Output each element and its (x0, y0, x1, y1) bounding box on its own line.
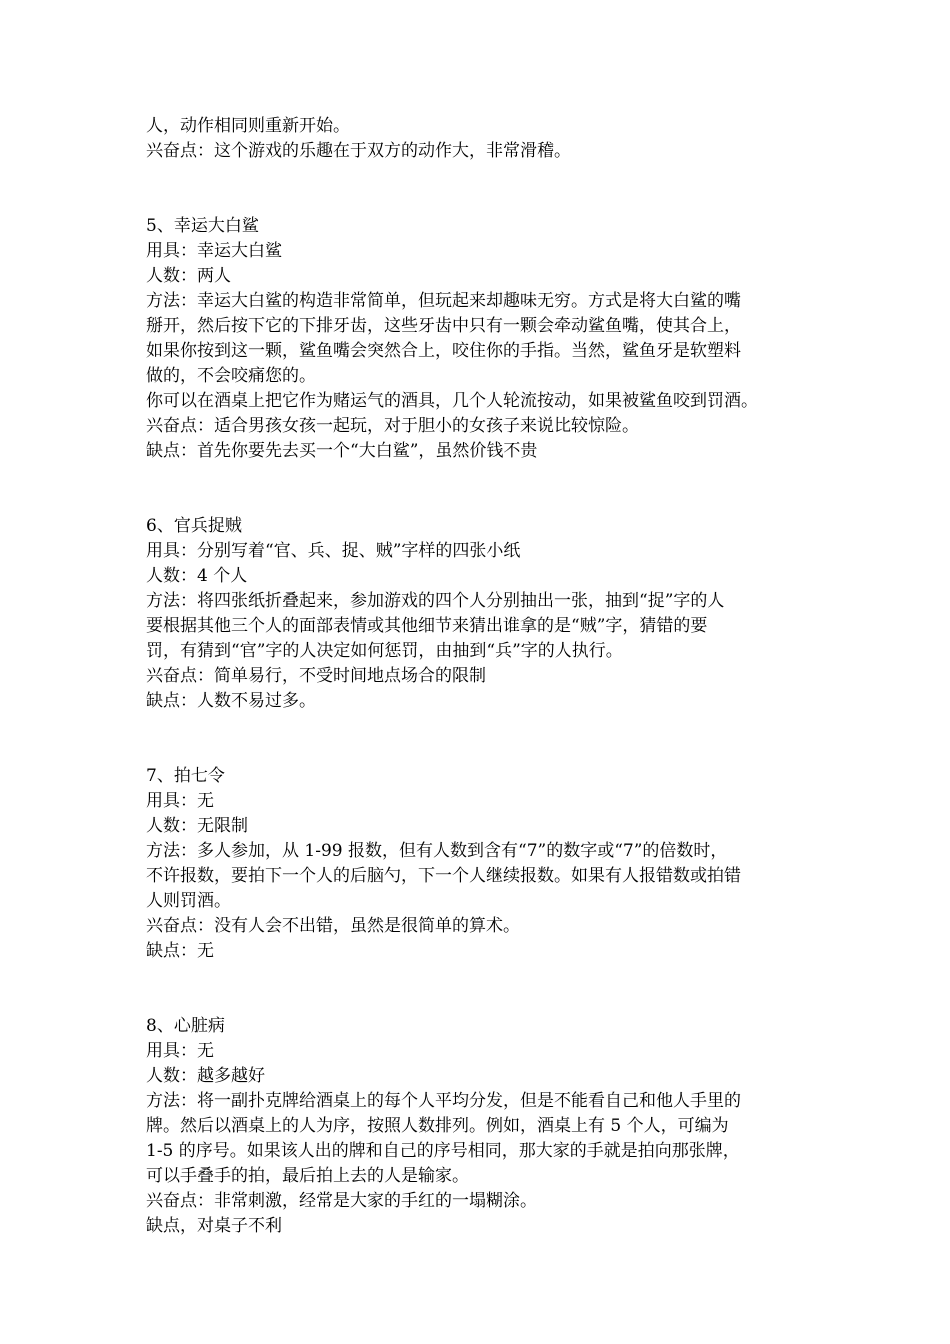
text-line: 方法：将一副扑克牌给酒桌上的每个人平均分发，但是不能看自己和他人手里的 (146, 1091, 741, 1111)
text-line: 人数：越多越好 (146, 1066, 265, 1086)
text-line: 牌。然后以酒桌上的人为序，按照人数排列。例如，酒桌上有 5 个人，可编为 (146, 1116, 729, 1136)
text-line: 兴奋点：没有人会不出错，虽然是很简单的算术。 (146, 916, 520, 936)
text-line: 人则罚酒。 (146, 891, 231, 911)
text-line: 方法：将四张纸折叠起来，参加游戏的四个人分别抽出一张，抽到“捉”字的人 (146, 591, 725, 611)
section-heading: 5、幸运大白鲨 (146, 216, 259, 236)
text-line: 用具：幸运大白鲨 (146, 241, 282, 261)
section-lucky-shark (146, 214, 816, 464)
text-line: 缺点：人数不易过多。 (146, 691, 316, 711)
text-line: 如果你按到这一颗，鲨鱼嘴会突然合上，咬住你的手指。当然，鲨鱼牙是软塑料 (146, 341, 741, 361)
section-gap (146, 464, 816, 514)
text-line: 罚，有猜到“官”字的人决定如何惩罚，由抽到“兵”字的人执行。 (146, 641, 623, 661)
text-line: 1-5 的序号。如果该人出的牌和自己的序号相同，那大家的手就是拍向那张牌， (146, 1141, 740, 1161)
text-line: 兴奋点：这个游戏的乐趣在于双方的动作大，非常滑稽。 (146, 141, 571, 161)
text-line: 人数：4 个人 (146, 566, 248, 586)
text-line: 掰开，然后按下它的下排牙齿，这些牙齿中只有一颗会牵动鲨鱼嘴，使其合上， (146, 316, 741, 336)
text-line: 可以手叠手的拍，最后拍上去的人是输家。 (146, 1166, 469, 1186)
text-line: 你可以在酒桌上把它作为赌运气的酒具，几个人轮流按动，如果被鲨鱼咬到罚酒。 (146, 391, 758, 411)
section-gap (146, 714, 816, 764)
section-heart-attack (146, 1014, 816, 1239)
intro-block (146, 114, 816, 164)
text-line: 人数：无限制 (146, 816, 248, 836)
text-line: 兴奋点：适合男孩女孩一起玩，对于胆小的女孩子来说比较惊险。 (146, 416, 639, 436)
text-line: 方法：幸运大白鲨的构造非常简单，但玩起来却趣味无穷。方式是将大白鲨的嘴 (146, 291, 741, 311)
section-heading: 7、拍七令 (146, 766, 225, 786)
section-clap-seven (146, 764, 816, 964)
text-line: 方法：多人参加，从 1-99 报数，但有人数到含有“7”的数字或“7”的倍数时， (146, 841, 728, 861)
section-gap (146, 164, 816, 214)
text-line: 不许报数，要拍下一个人的后脑勺，下一个人继续报数。如果有人报错数或拍错 (146, 866, 741, 886)
section-gap (146, 964, 816, 1014)
text-line: 缺点：首先你要先去买一个“大白鲨”，虽然价钱不贵 (146, 441, 538, 461)
text-line: 兴奋点：简单易行，不受时间地点场合的限制 (146, 666, 486, 686)
text-line: 用具：分别写着“官、兵、捉、贼”字样的四张小纸 (146, 541, 521, 561)
text-line: 做的，不会咬痛您的。 (146, 366, 316, 386)
document-page (146, 114, 816, 1239)
text-line: 用具：无 (146, 791, 214, 811)
text-line: 人，动作相同则重新开始。 (146, 116, 350, 136)
text-line: 人数：两人 (146, 266, 231, 286)
text-line: 缺点，对桌子不利 (146, 1216, 282, 1236)
text-line: 用具：无 (146, 1041, 214, 1061)
text-line: 兴奋点：非常刺激，经常是大家的手红的一塌糊涂。 (146, 1191, 537, 1211)
text-line: 缺点：无 (146, 941, 214, 961)
section-heading: 8、心脏病 (146, 1016, 225, 1036)
text-line: 要根据其他三个人的面部表情或其他细节来猜出谁拿的是“贼”字，猜错的要 (146, 616, 708, 636)
section-officers-catch-thief (146, 514, 816, 714)
section-heading: 6、官兵捉贼 (146, 516, 242, 536)
